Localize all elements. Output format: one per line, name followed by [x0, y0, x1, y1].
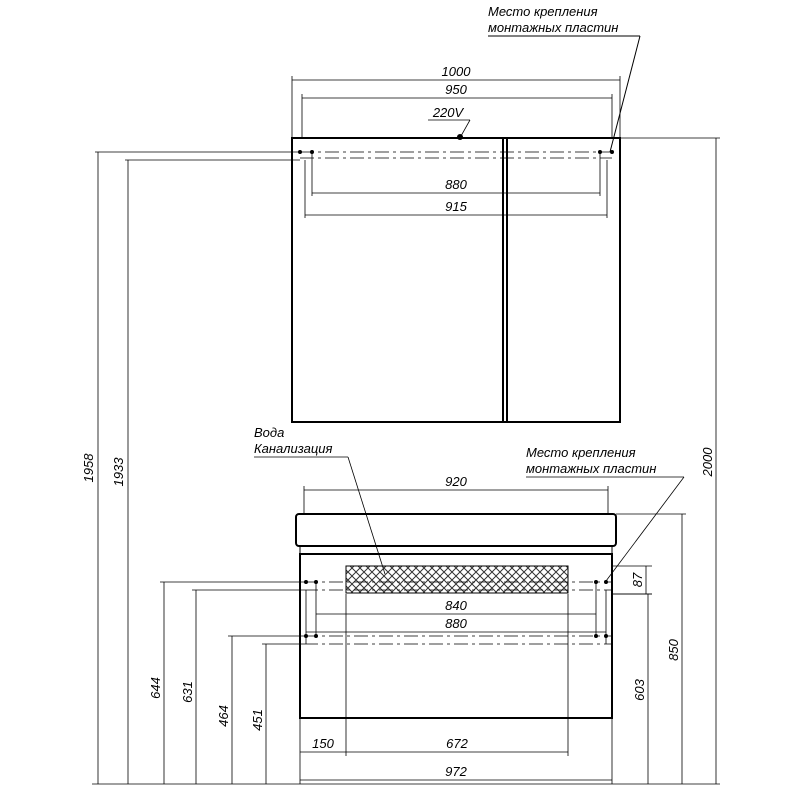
- top-callout-line2: монтажных пластин: [488, 20, 619, 35]
- dim-87: 87: [630, 572, 645, 588]
- bottom-callout-line1: Место крепления: [526, 445, 636, 460]
- top-callout-line1: Место крепления: [488, 4, 598, 19]
- top-mounting-callout: [488, 4, 640, 152]
- water-sewer-callout: [254, 425, 385, 574]
- sewer-label: Канализация: [254, 441, 333, 456]
- dim-631: 631: [180, 681, 195, 703]
- dim-950: 950: [445, 82, 467, 97]
- dim-1000: 1000: [441, 64, 471, 79]
- dim-603: 603: [632, 679, 647, 701]
- dim-880-top: 880: [445, 177, 467, 192]
- power-label: 220V: [432, 105, 464, 120]
- dim-880-bottom: 880: [445, 616, 467, 631]
- mirror-cabinet: [292, 64, 620, 422]
- vanity-countertop: [296, 514, 616, 546]
- dim-972: 972: [445, 764, 467, 779]
- water-sewer-zone: [346, 566, 568, 593]
- dim-1933: 1933: [111, 457, 126, 487]
- bottom-callout-line2: монтажных пластин: [526, 461, 657, 476]
- dim-1958: 1958: [81, 453, 96, 483]
- dim-2000: 2000: [700, 447, 715, 477]
- top-callout-leader: [610, 36, 640, 152]
- water-callout-leader: [348, 457, 385, 574]
- vanity-unit: [148, 474, 686, 784]
- dim-915: 915: [445, 199, 467, 214]
- dim-644: 644: [148, 677, 163, 699]
- dim-451: 451: [250, 709, 265, 731]
- dim-464: 464: [216, 705, 231, 727]
- dim-850: 850: [666, 639, 681, 661]
- dim-840: 840: [445, 598, 467, 613]
- dim-920: 920: [445, 474, 467, 489]
- bottom-callout-leader: [606, 477, 684, 581]
- water-label: Вода: [254, 425, 285, 440]
- dim-672: 672: [446, 736, 468, 751]
- dim-150: 150: [312, 736, 334, 751]
